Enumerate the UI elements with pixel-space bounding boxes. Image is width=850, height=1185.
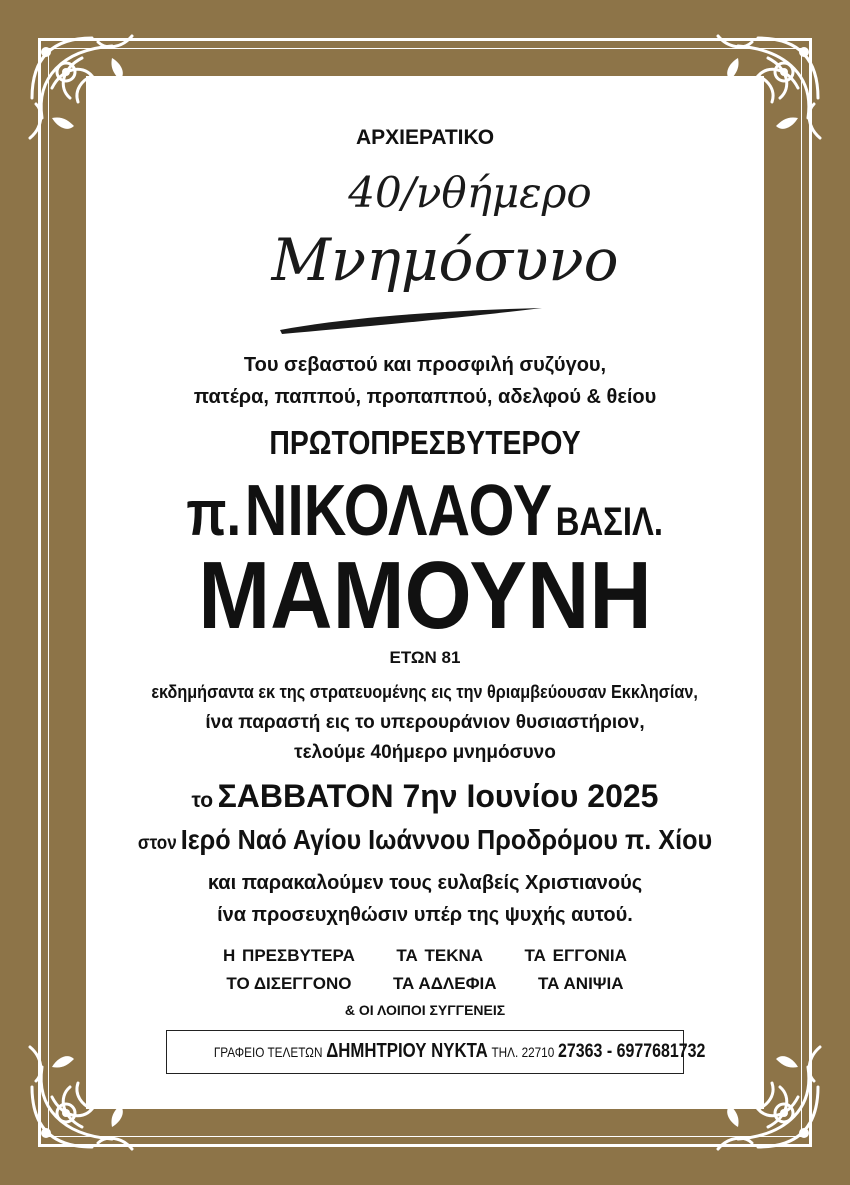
mourners-row-2 [86, 974, 764, 994]
location-prefix: στον [137, 833, 177, 854]
location-text: Ιερό Ναό Αγίου Ιωάννου Προδρόμου π. Χίου [180, 824, 713, 855]
request-line-2: ίνα προσευχηθώσιν υπέρ της ψυχής αυτού. [217, 904, 633, 926]
kicker-title: ΑΡΧΙΕΡΑΤΙΚΟ [355, 126, 495, 149]
body-line-3: τελούμε 40ήμερο μνημόσυνο [294, 742, 556, 763]
intro-line-1: Του σεβαστού και προσφιλή συζύγου, [243, 354, 607, 376]
mourner-presvytera: Η ΠΡΕΣΒΥΤΕΡΑ [223, 946, 355, 965]
age-line: ΕΤΩΝ 81 [389, 648, 461, 667]
rank-title-text: ΠΡΩΤΟΠΡΕΣΒΥΤΕΡΟΥ [269, 424, 581, 461]
mourner-adelfia: ΤΑ ΑΔΛΕΦΙΑ [392, 974, 497, 993]
location-line [86, 824, 764, 856]
date-prefix: το [191, 789, 214, 812]
brush-stroke-underline [276, 302, 546, 338]
funeral-office-box [166, 1030, 706, 1074]
intro-line-2: πατέρα, παππού, προπαππού, αδελφού & θείου [193, 386, 657, 408]
mourner-tekna: ΤΑ ΤΕΚΝΑ [396, 946, 484, 965]
first-name: ΝΙΚΟΛΑΟΥ [245, 471, 553, 551]
father-name: ΒΑΣΙΛ. [556, 500, 664, 544]
office-label: ΓΡΑΦΕΙΟ ΤΕΛΕΤΩΝ [213, 1044, 323, 1060]
priest-prefix: π. [186, 477, 242, 549]
mourner-eggonia: ΤΑ ΕΓΓΟΝΙΑ [524, 946, 627, 965]
mourner-anipsia: ΤΑ ΑΝΙΨΙΑ [538, 974, 624, 993]
phone-numbers: 27363 - 6977681732 [558, 1041, 706, 1062]
mourners-row-3: & ΟΙ ΛΟΙΠΟΙ ΣΥΓΓΕΝΕΙΣ [344, 1002, 506, 1018]
office-name: ΔΗΜΗΤΡΙΟΥ ΝΥΚΤΑ [326, 1040, 488, 1062]
script-title-line2: Μνημόσυνο [271, 226, 619, 294]
request-line-1: και παρακαλούμεν τους ευλαβείς Χριστιανούς [207, 872, 643, 894]
script-title-line1: 40/νθήμερο [348, 168, 592, 217]
date-line [86, 778, 764, 815]
name-line [86, 470, 764, 550]
surname-line [86, 542, 764, 649]
body-line-1: εκδημήσαντα εκ της στρατευομένης εις την θριαμβεύουσαν Εκκλησίαν, [151, 682, 699, 702]
notice-content [86, 76, 764, 1109]
mourner-disengono: ΤΟ ΔΙΣΕΓΓΟΝΟ [226, 974, 352, 993]
phone-label: ΤΗΛ. 22710 [491, 1044, 555, 1060]
surname: ΜΑΜΟΥΝΗ [198, 542, 652, 649]
mourners-row-1 [86, 946, 764, 966]
rank-title [86, 424, 764, 462]
body-line-2: ίνα παραστή εις το υπερουράνιον θυσιαστήριον, [205, 712, 645, 733]
date-text: ΣΑΒΒΑΤΟΝ 7ην Ιουνίου 2025 [217, 778, 659, 814]
